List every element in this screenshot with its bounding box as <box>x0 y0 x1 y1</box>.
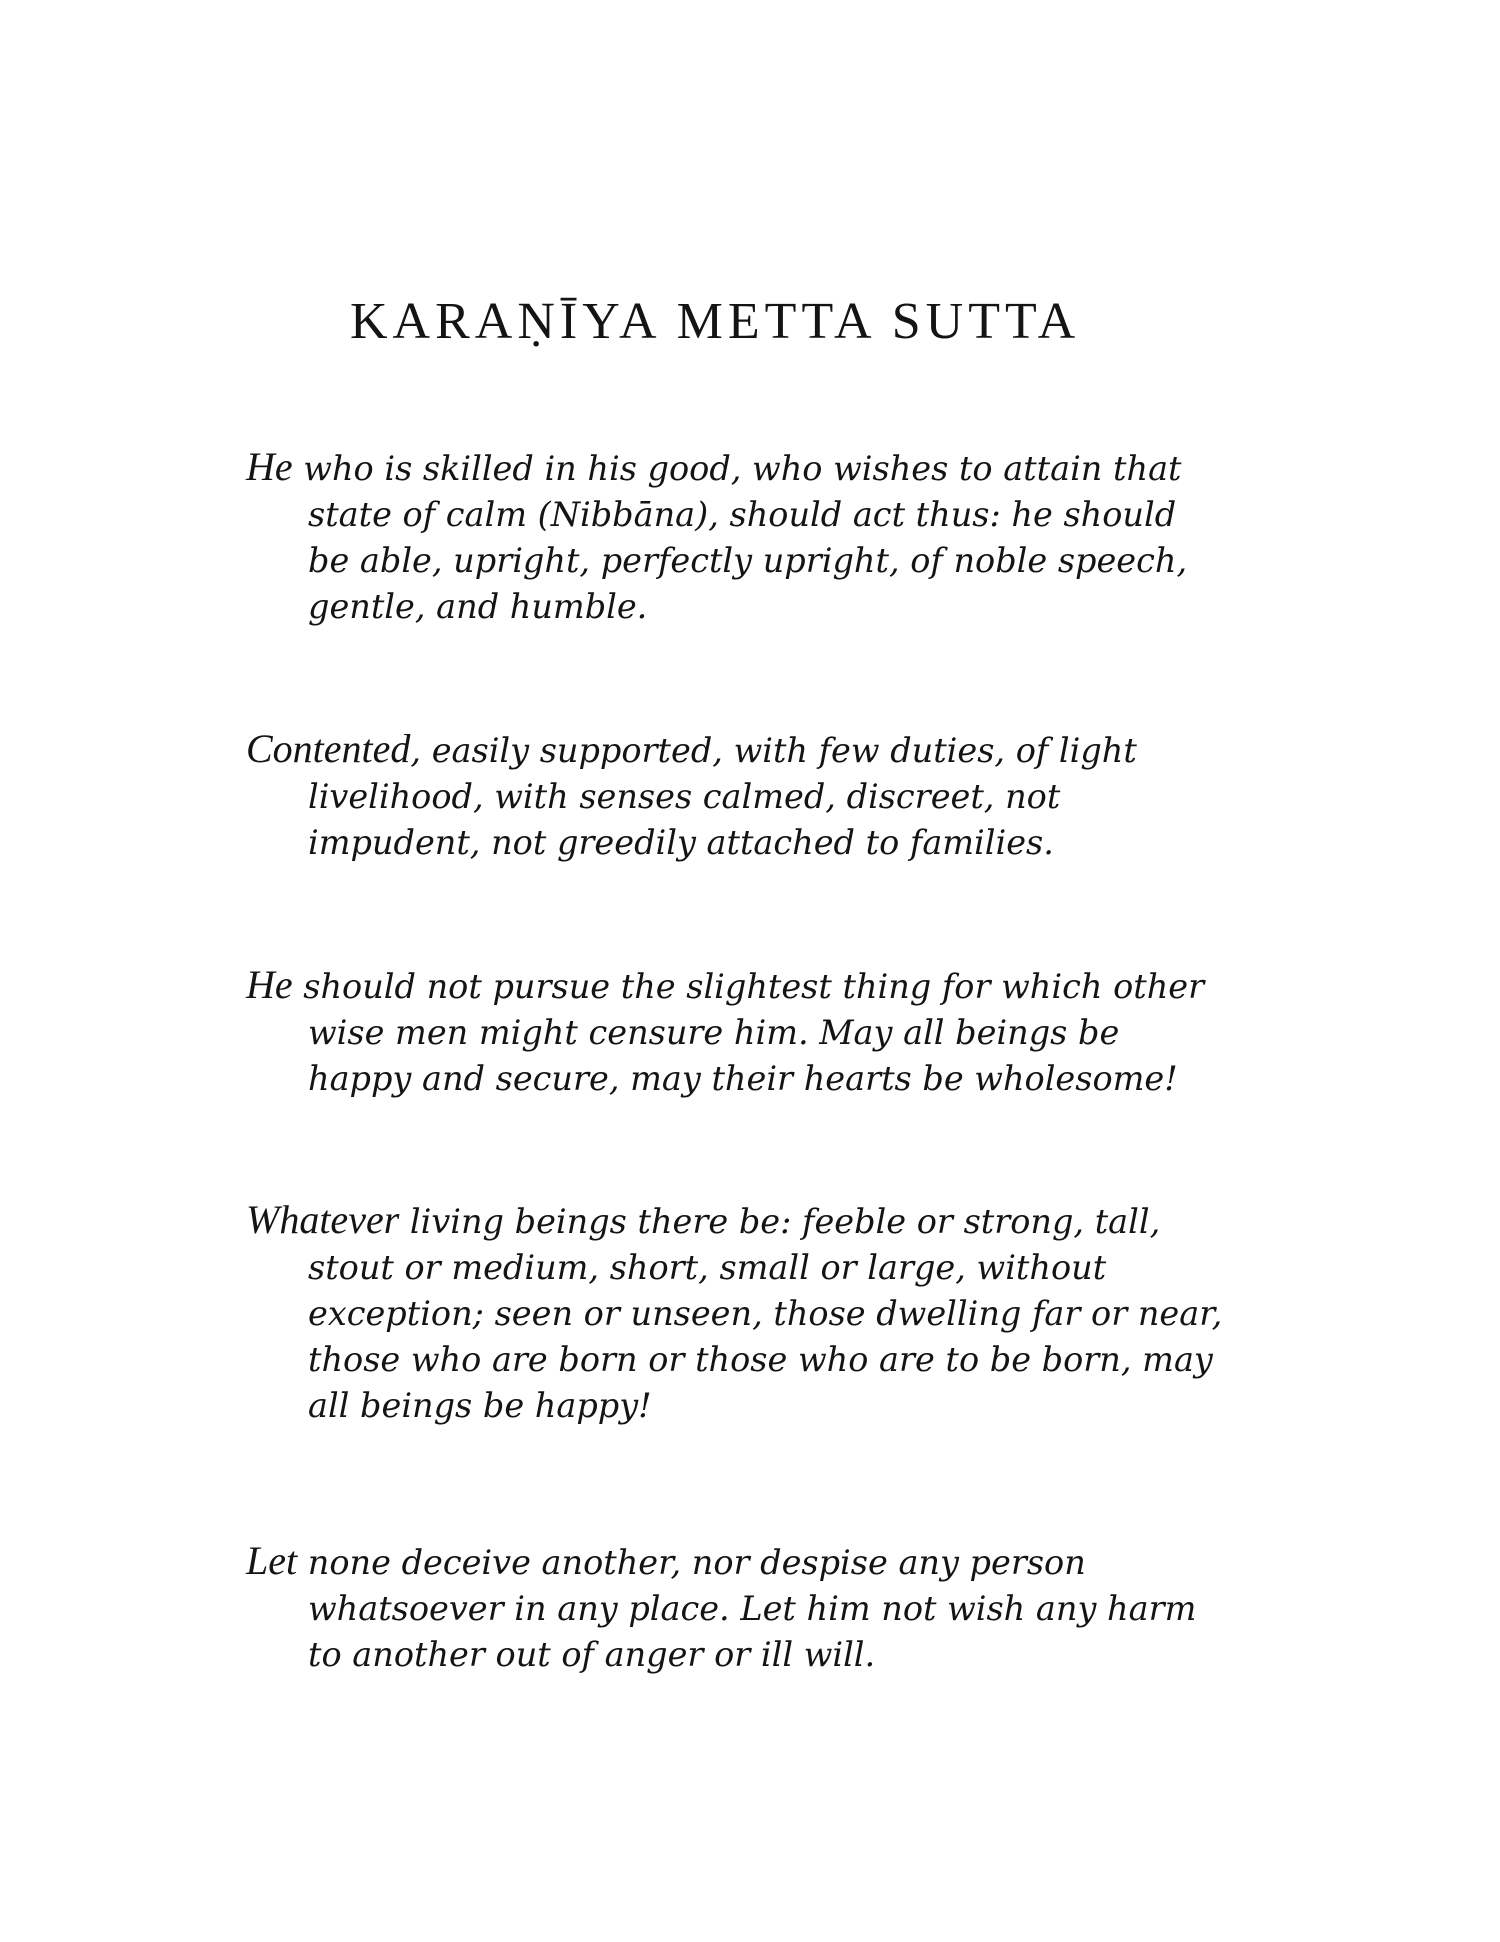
verse-line: impudent, not greedily attached to families. <box>308 823 1054 862</box>
verse-2 <box>246 726 1137 866</box>
verse-line: those who are born or those who are to be born, may <box>308 1340 1213 1379</box>
verse-line: whatsoever in any place. Let him not wish any harm <box>308 1589 1197 1628</box>
verse-line: happy and secure, may their hearts be wholesome! <box>308 1059 1178 1098</box>
verse-line: to another out of anger or ill will. <box>308 1635 876 1674</box>
verse-initial: Whatever <box>246 1197 400 1242</box>
verse-line-text: none deceive another, nor despise any person <box>297 1543 1086 1582</box>
verse-1 <box>246 444 1187 630</box>
verse-line: livelihood, with senses calmed, discreet, not <box>308 777 1061 816</box>
verse-line-text: who is skilled in his good, who wishes to attain that <box>292 449 1182 488</box>
verse-initial: Contented <box>246 726 411 771</box>
verse-line: exception; seen or unseen, those dwelling far or near, <box>308 1294 1223 1333</box>
verse-4 <box>246 1197 1222 1429</box>
verse-line: wise men might censure him. May all beings be <box>308 1013 1120 1052</box>
page-title: KARAṆĪYA METTA SUTTA <box>350 293 1081 350</box>
verse-line: stout or medium, short, small or large, without <box>308 1248 1107 1287</box>
verse-line <box>246 444 1187 492</box>
verse-3 <box>246 962 1204 1102</box>
verse-initial: Let <box>246 1538 298 1583</box>
verse-line: all beings be happy! <box>308 1386 652 1425</box>
verse-line <box>246 962 1204 1010</box>
verse-line <box>246 1197 1222 1245</box>
verse-5 <box>246 1538 1196 1678</box>
verse-line-text: , easily supported, with few duties, of light <box>410 731 1137 770</box>
verse-initial: He <box>246 444 293 489</box>
verse-line-text: should not pursue the slightest thing for which other <box>292 967 1205 1006</box>
verse-line <box>246 726 1137 774</box>
verse-line: be able, upright, perfectly upright, of noble speech, <box>308 541 1188 580</box>
verse-line: gentle, and humble. <box>308 587 648 626</box>
verse-line-text: living beings there be: feeble or strong, tall, <box>399 1202 1161 1241</box>
verse-initial: He <box>246 962 293 1007</box>
verse-line <box>246 1538 1196 1586</box>
verse-line: state of calm (Nibbāna), should act thus: he should <box>308 495 1177 534</box>
